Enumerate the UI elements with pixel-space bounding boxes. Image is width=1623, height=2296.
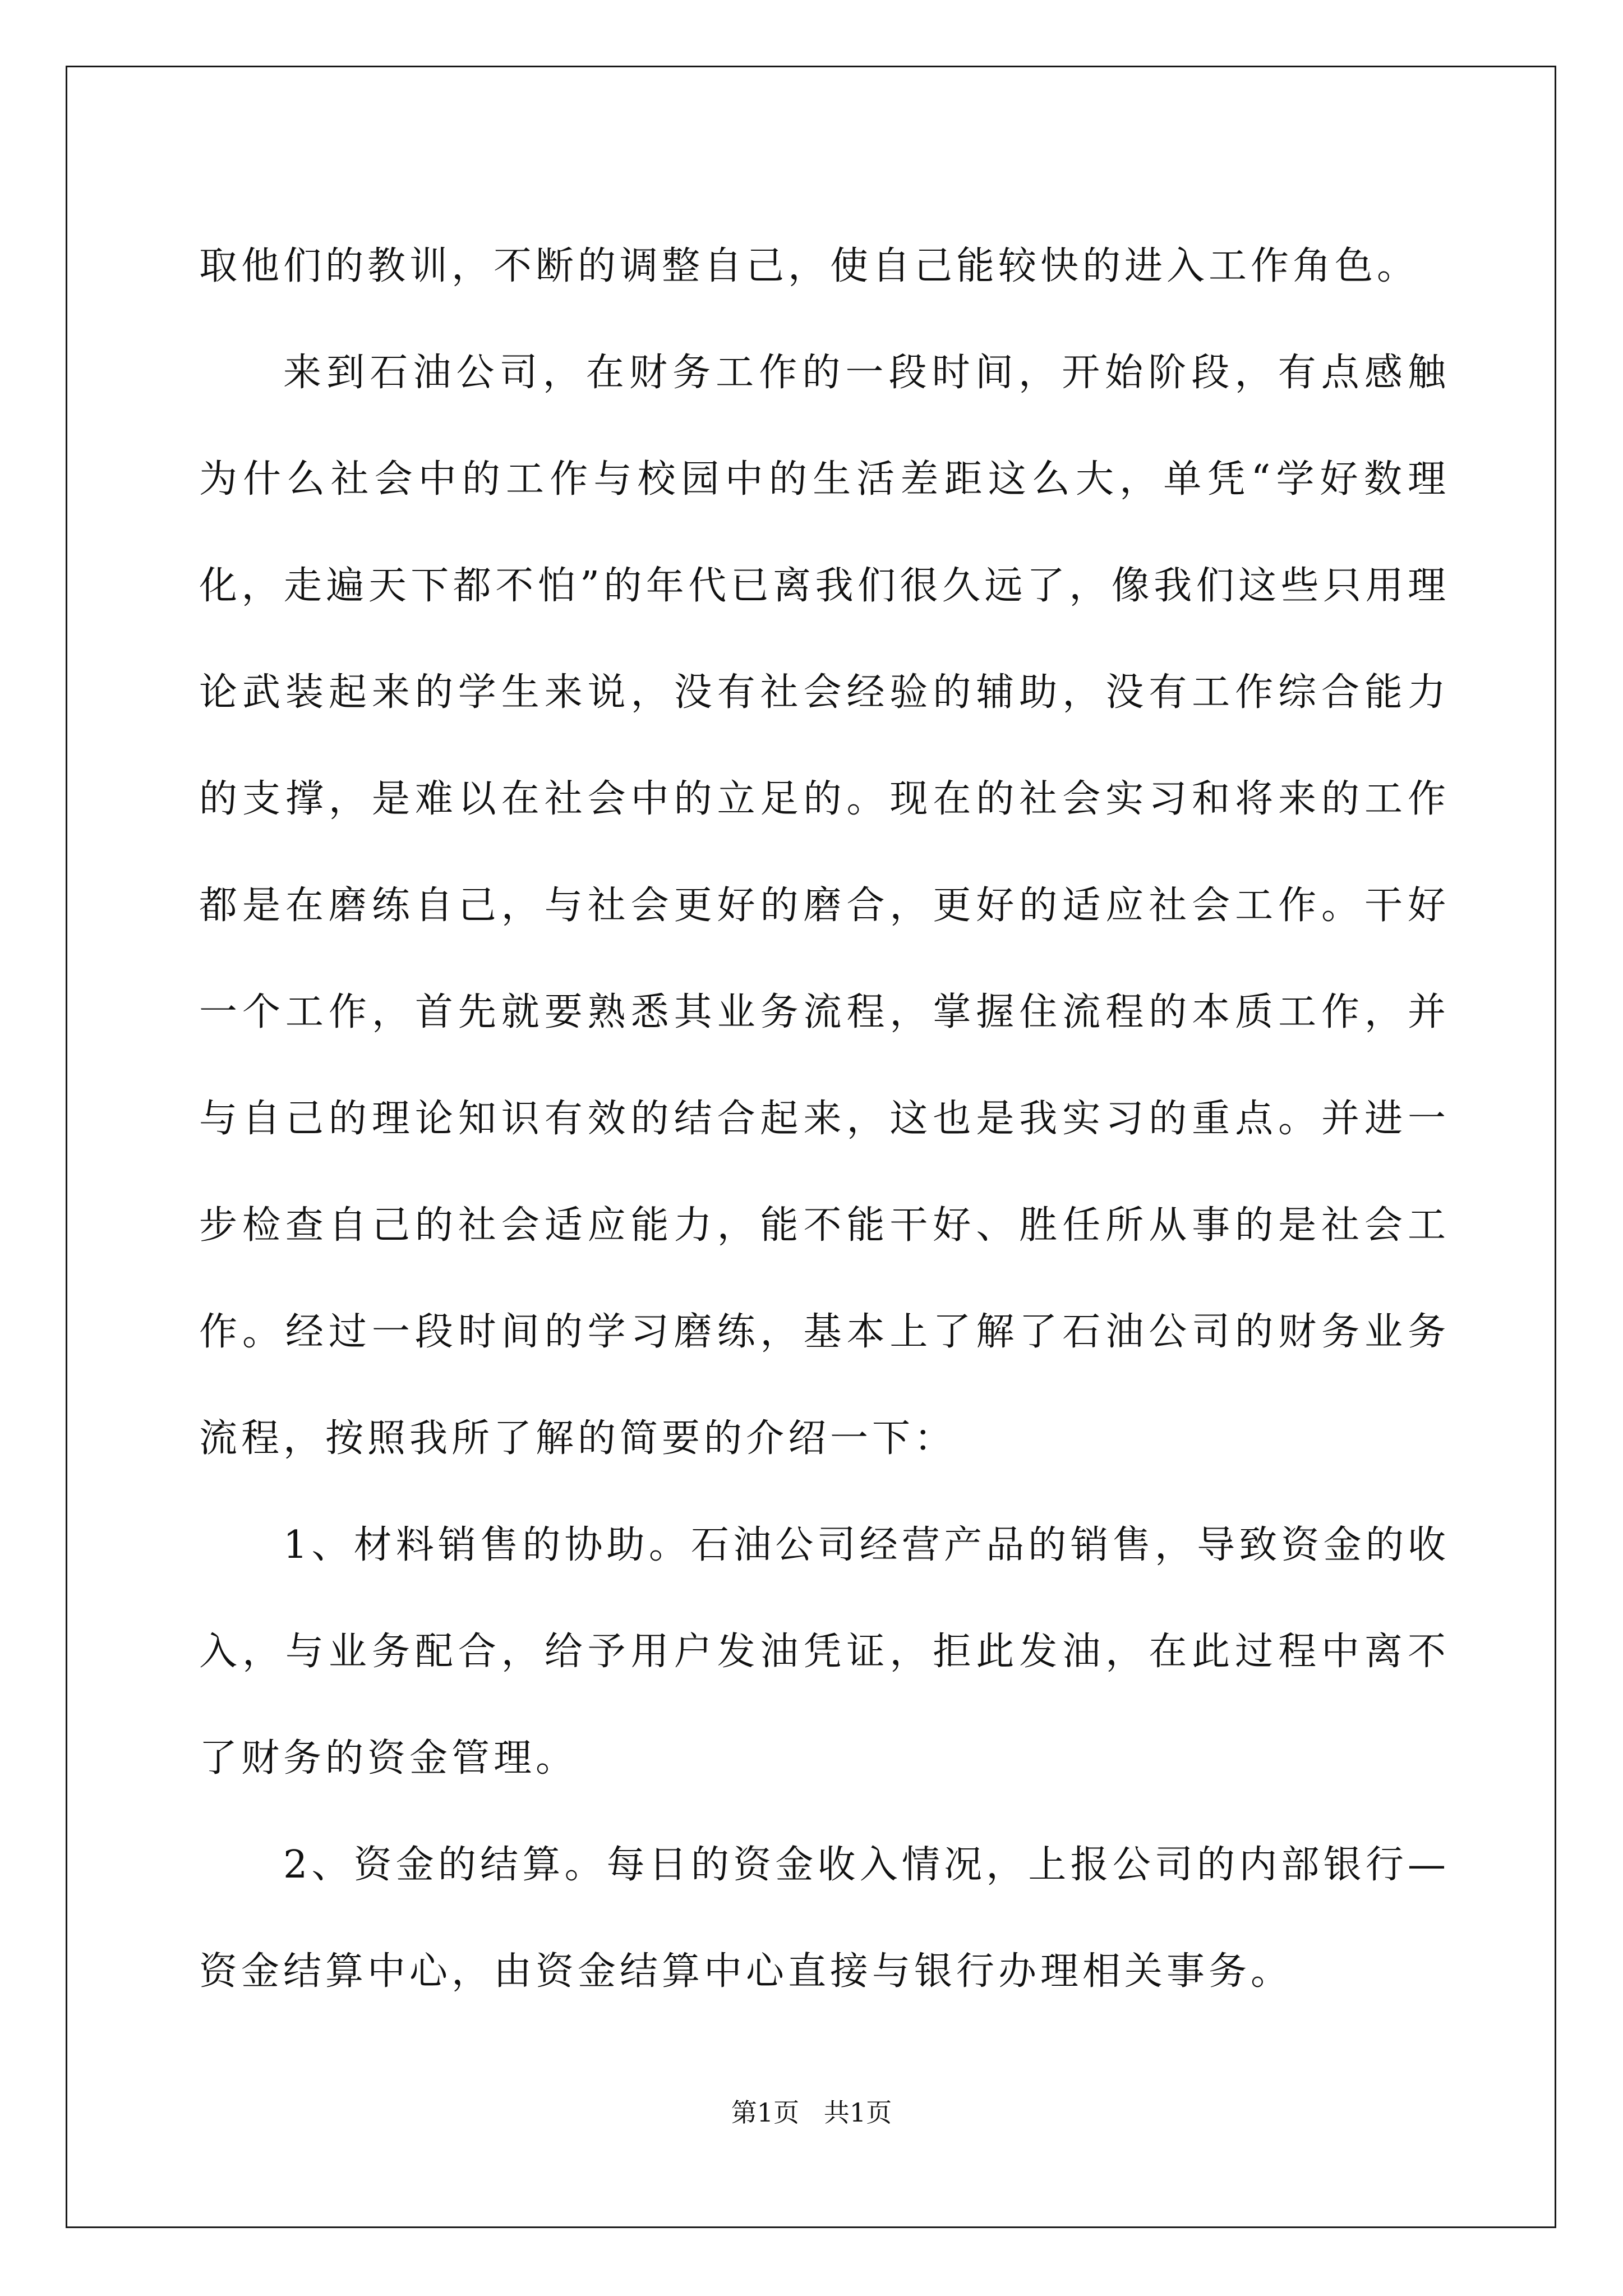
paragraph-2: 来到石油公司，在财务工作的一段时间，开始阶段，有点感触为什么社会中的工作与校园中的生活差距这么大，单凭“学好数理化，走遍天下都不怕”的年代已离我们很久远了，像我们这些只用理论武装起来的学生来说，没有社会经验的辅助，没有工作综合能力的支撑，是难以在社会中的立足的。现在的社会实习和将来的工作都是在磨练自己，与社会更好的磨合，更好的适应社会工作。干好一个工作，首先就要熟悉其业务流程，掌握住流程的本质工作，并与自己的理论知识有效的结合起来，这也是我实习的重点。并进一步检查自己的社会适应能力，能不能干好、胜任所从事的是社会工作。经过一段时间的学习磨练，基本上了解了石油公司的财务业务流程，按照我所了解的简要的介绍一下： xyxy=(199,351,1450,1461)
paragraph-1: 取他们的教训，不断的调整自己，使自己能较快的进入工作角色。 xyxy=(199,244,1419,288)
document-body xyxy=(199,213,1450,2025)
paragraph-3: 1、材料销售的协助。石油公司经营产品的销售，导致资金的收入，与业务配合，给予用户发油凭证，拒此发油，在此过程中离不了财务的资金管理。 xyxy=(199,1523,1450,1780)
paragraph-4: 2、资金的结算。每日的资金收入情况，上报公司的内部银行—资金结算中心，由资金结算中心直接与银行办理相关事务。 xyxy=(199,1843,1450,1994)
page-footer: 第1页 共1页 xyxy=(731,2097,892,2128)
